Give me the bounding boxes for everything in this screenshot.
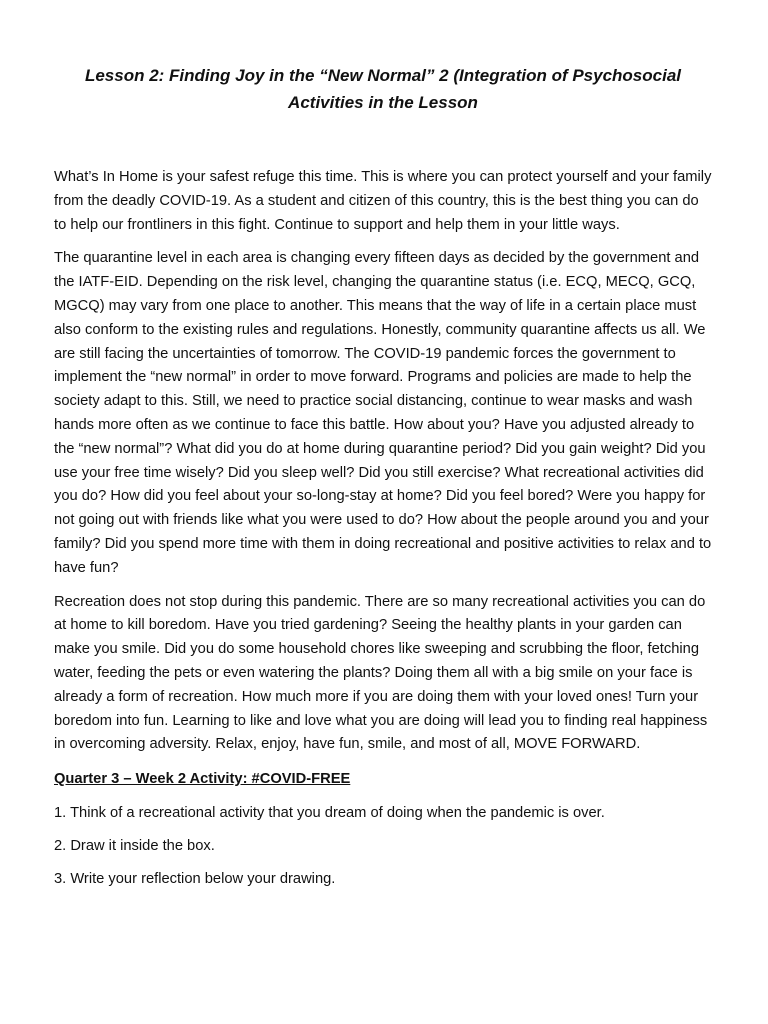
paragraph-recreation: Recreation does not stop during this pandemic. There are so many recreational activities you can do at home to kill boredom. Have you tried gardening? Seeing the healthy plants in your garden can make you smile. Did you do some household chores like sweeping and scrubbing the floor, fetching water, feeding the pets or even watering the plants? Doing them all with a big smile on your face is already a form of recreation. How much more if you are doing them with your loved ones! Turn your boredom into fun. Learning to like and love what you are doing will lead you to finding real happiness in overcoming adversity. Relax, enjoy, have fun, smile, and most of all, MOVE FORWARD. [54,593,708,753]
lesson-title [54,62,712,116]
activity-step-3: 3. Write your reflection below your drawing. [54,871,336,888]
paragraph-quarantine-level: The quarantine level in each area is changing every fifteen days as decided by the government and the IATF-EID. Depending on the risk level, changing the quarantine status (i.e. ECQ, MECQ, GCQ, MGCQ) may vary from one place to another. This means that the way of life in a certain place must also conform to the existing rules and regulations. Honestly, community quarantine affects us all. We are still facing the uncertainties of tomorrow. The COVID-19 pandemic forces the government to implement the “new normal” in order to move forward. Programs and policies are made to help the society adapt to this. Still, we need to practice social distancing, continue to wear masks and wash hands more often as we continue to face this battle. How about you? Have you adjusted already to the “new normal”? What did you do at home during quarantine period? Did you gain weight? Did you use your free time wisely? Did you sleep well? Did you still exercise? What recreational activities did you do? How did you feel about your so-long-stay at home? Did you feel bored? Were you happy for not going out with friends like what you were used to do? How about the people around you and your family? Did you spend more time with them in doing recreational and positive activities to relax and to have fun? [54,250,712,576]
paragraph-whats-in: What’s In Home is your safest refuge this time. This is where you can protect yourself and your family from the deadly COVID-19. As a student and citizen of this country, this is the best thing you can do to help our frontliners in this fight. Continue to support and help them in your little ways. [54,169,712,233]
activity-step-2: 2. Draw it inside the box. [54,838,215,855]
lesson-title-line-1: Lesson 2: Finding Joy in the “New Normal” 2 (Integration of Psychosocial [84,66,682,85]
activity-heading: Quarter 3 – Week 2 Activity: #COVID-FREE [54,771,351,788]
lesson-title-line-2: Activities in the Lesson [288,93,478,112]
activity-step-1: 1. Think of a recreational activity that you dream of doing when the pandemic is over. [54,805,605,822]
